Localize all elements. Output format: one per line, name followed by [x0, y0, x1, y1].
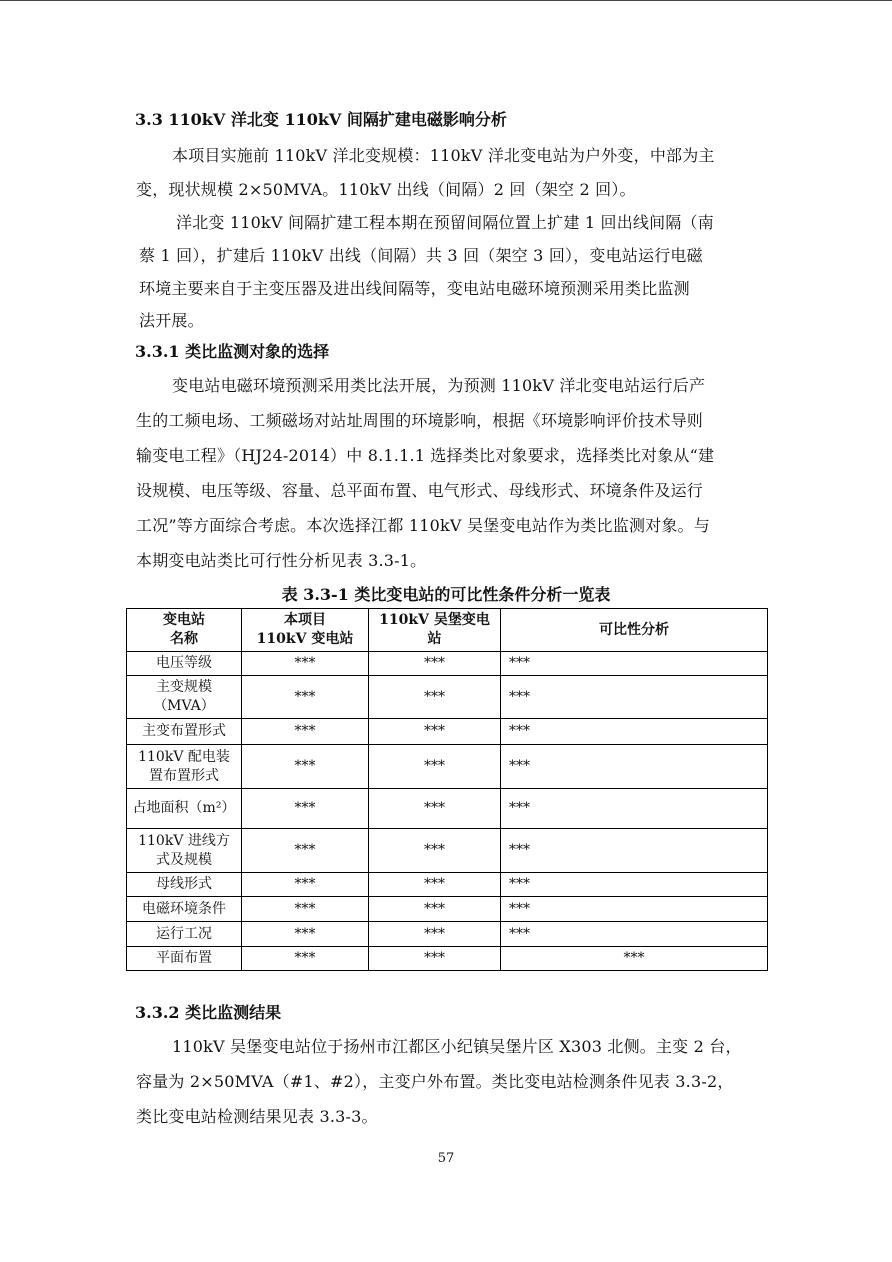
cell-analysis: ***	[501, 897, 768, 922]
cell-analysis: ***	[501, 829, 768, 873]
cell-project: ***	[242, 676, 369, 719]
page-top-border	[0, 0, 892, 1]
para2-line4: 法开展。	[139, 311, 204, 330]
row-label: 主变布置形式	[127, 719, 242, 745]
para1-line2: 变，现状规模 2×50MVA。110kV 出线（间隔）2 回（架空 2 回）。	[136, 180, 636, 199]
table-caption: 表 3.3-1 类比变电站的可比性条件分析一览表	[281, 585, 611, 604]
cell-wubao: ***	[369, 652, 501, 676]
table-row	[127, 829, 768, 873]
cell-wubao: ***	[369, 719, 501, 745]
para2-line1: 洋北变 110kV 间隔扩建工程本期在预留间隔位置上扩建 1 回出线间隔（南	[176, 213, 714, 232]
cell-analysis: ***	[501, 719, 768, 745]
cell-analysis: ***	[501, 789, 768, 829]
cell-project: ***	[242, 873, 369, 897]
cell-analysis: ***	[501, 922, 768, 947]
subsection-heading-2: 3.3.2 类比监测结果	[135, 1003, 282, 1022]
cell-analysis: ***	[501, 652, 768, 676]
cell-project: ***	[242, 829, 369, 873]
row-label: 电压等级	[127, 652, 242, 676]
row-label: 110kV 进线方 式及规模	[127, 829, 242, 873]
cell-analysis: ***	[501, 947, 768, 971]
cell-project: ***	[242, 922, 369, 947]
table-row	[127, 652, 768, 676]
subsection-heading-1: 3.3.1 类比监测对象的选择	[135, 342, 330, 361]
table-header-row	[127, 609, 768, 652]
cell-project: ***	[242, 719, 369, 745]
cell-wubao: ***	[369, 829, 501, 873]
cell-project: ***	[242, 652, 369, 676]
cell-project: ***	[242, 745, 369, 789]
table-row	[127, 789, 768, 829]
row-label: 母线形式	[127, 873, 242, 897]
para3-line1: 变电站电磁环境预测采用类比法开展，为预测 110kV 洋北变电站运行后产	[172, 376, 706, 395]
cell-analysis: ***	[501, 676, 768, 719]
comparability-table	[126, 608, 768, 971]
table-row	[127, 922, 768, 947]
table-row	[127, 873, 768, 897]
cell-project: ***	[242, 897, 369, 922]
para4-line1: 110kV 吴堡变电站位于扬州市江都区小纪镇吴堡片区 X303 北侧。主变 2 台，	[172, 1037, 742, 1056]
cell-wubao: ***	[369, 947, 501, 971]
cell-wubao: ***	[369, 789, 501, 829]
row-label: 电磁环境条件	[127, 897, 242, 922]
para4-line2: 容量为 2×50MVA（#1、#2），主变户外布置。类比变电站检测条件见表 3.3-2，	[136, 1072, 734, 1091]
header-this-project: 本项目 110kV 变电站	[242, 609, 369, 652]
row-label: 占地面积（m²）	[127, 789, 242, 829]
row-label: 平面布置	[127, 947, 242, 971]
cell-wubao: ***	[369, 873, 501, 897]
para3-line2: 生的工频电场、工频磁场对站址周围的环境影响，根据《环境影响评价技术导则	[136, 411, 704, 430]
cell-wubao: ***	[369, 676, 501, 719]
cell-wubao: ***	[369, 922, 501, 947]
para3-line5: 工况”等方面综合考虑。本次选择江都 110kV 吴堡变电站作为类比监测对象。与	[136, 516, 710, 535]
page-number: 57	[437, 1151, 455, 1166]
para3-line3: 输变电工程》（HJ24-2014）中 8.1.1.1 选择类比对象要求，选择类比对象从“建	[136, 446, 715, 465]
cell-project: ***	[242, 947, 369, 971]
para3-line4: 设规模、电压等级、容量、总平面布置、电气形式、母线形式、环境条件及运行	[136, 481, 704, 500]
row-label: 主变规模 （MVA）	[127, 676, 242, 719]
section-heading: 3.3 110kV 洋北变 110kV 间隔扩建电磁影响分析	[135, 110, 507, 129]
row-label: 110kV 配电装 置布置形式	[127, 745, 242, 789]
para1-line1: 本项目实施前 110kV 洋北变规模：110kV 洋北变电站为户外变，中部为主	[172, 146, 715, 165]
table-row	[127, 897, 768, 922]
header-wubao-substation: 110kV 吴堡变电 站	[369, 609, 501, 652]
para2-line2: 蔡 1 回），扩建后 110kV 出线（间隔）共 3 回（架空 3 回），变电站运行电磁	[139, 246, 703, 265]
para4-line3: 类比变电站检测结果见表 3.3-3。	[136, 1107, 378, 1126]
table-row	[127, 676, 768, 719]
para3-line6: 本期变电站类比可行性分析见表 3.3-1。	[136, 551, 427, 570]
table-row	[127, 719, 768, 745]
table-row	[127, 947, 768, 971]
table-row	[127, 745, 768, 789]
header-comparability: 可比性分析	[501, 609, 768, 652]
cell-analysis: ***	[501, 745, 768, 789]
cell-wubao: ***	[369, 745, 501, 789]
cell-wubao: ***	[369, 897, 501, 922]
header-substation-name: 变电站 名称	[127, 609, 242, 652]
cell-project: ***	[242, 789, 369, 829]
para2-line3: 环境主要来自于主变压器及进出线间隔等，变电站电磁环境预测采用类比监测	[139, 279, 690, 298]
cell-analysis: ***	[501, 873, 768, 897]
row-label: 运行工况	[127, 922, 242, 947]
